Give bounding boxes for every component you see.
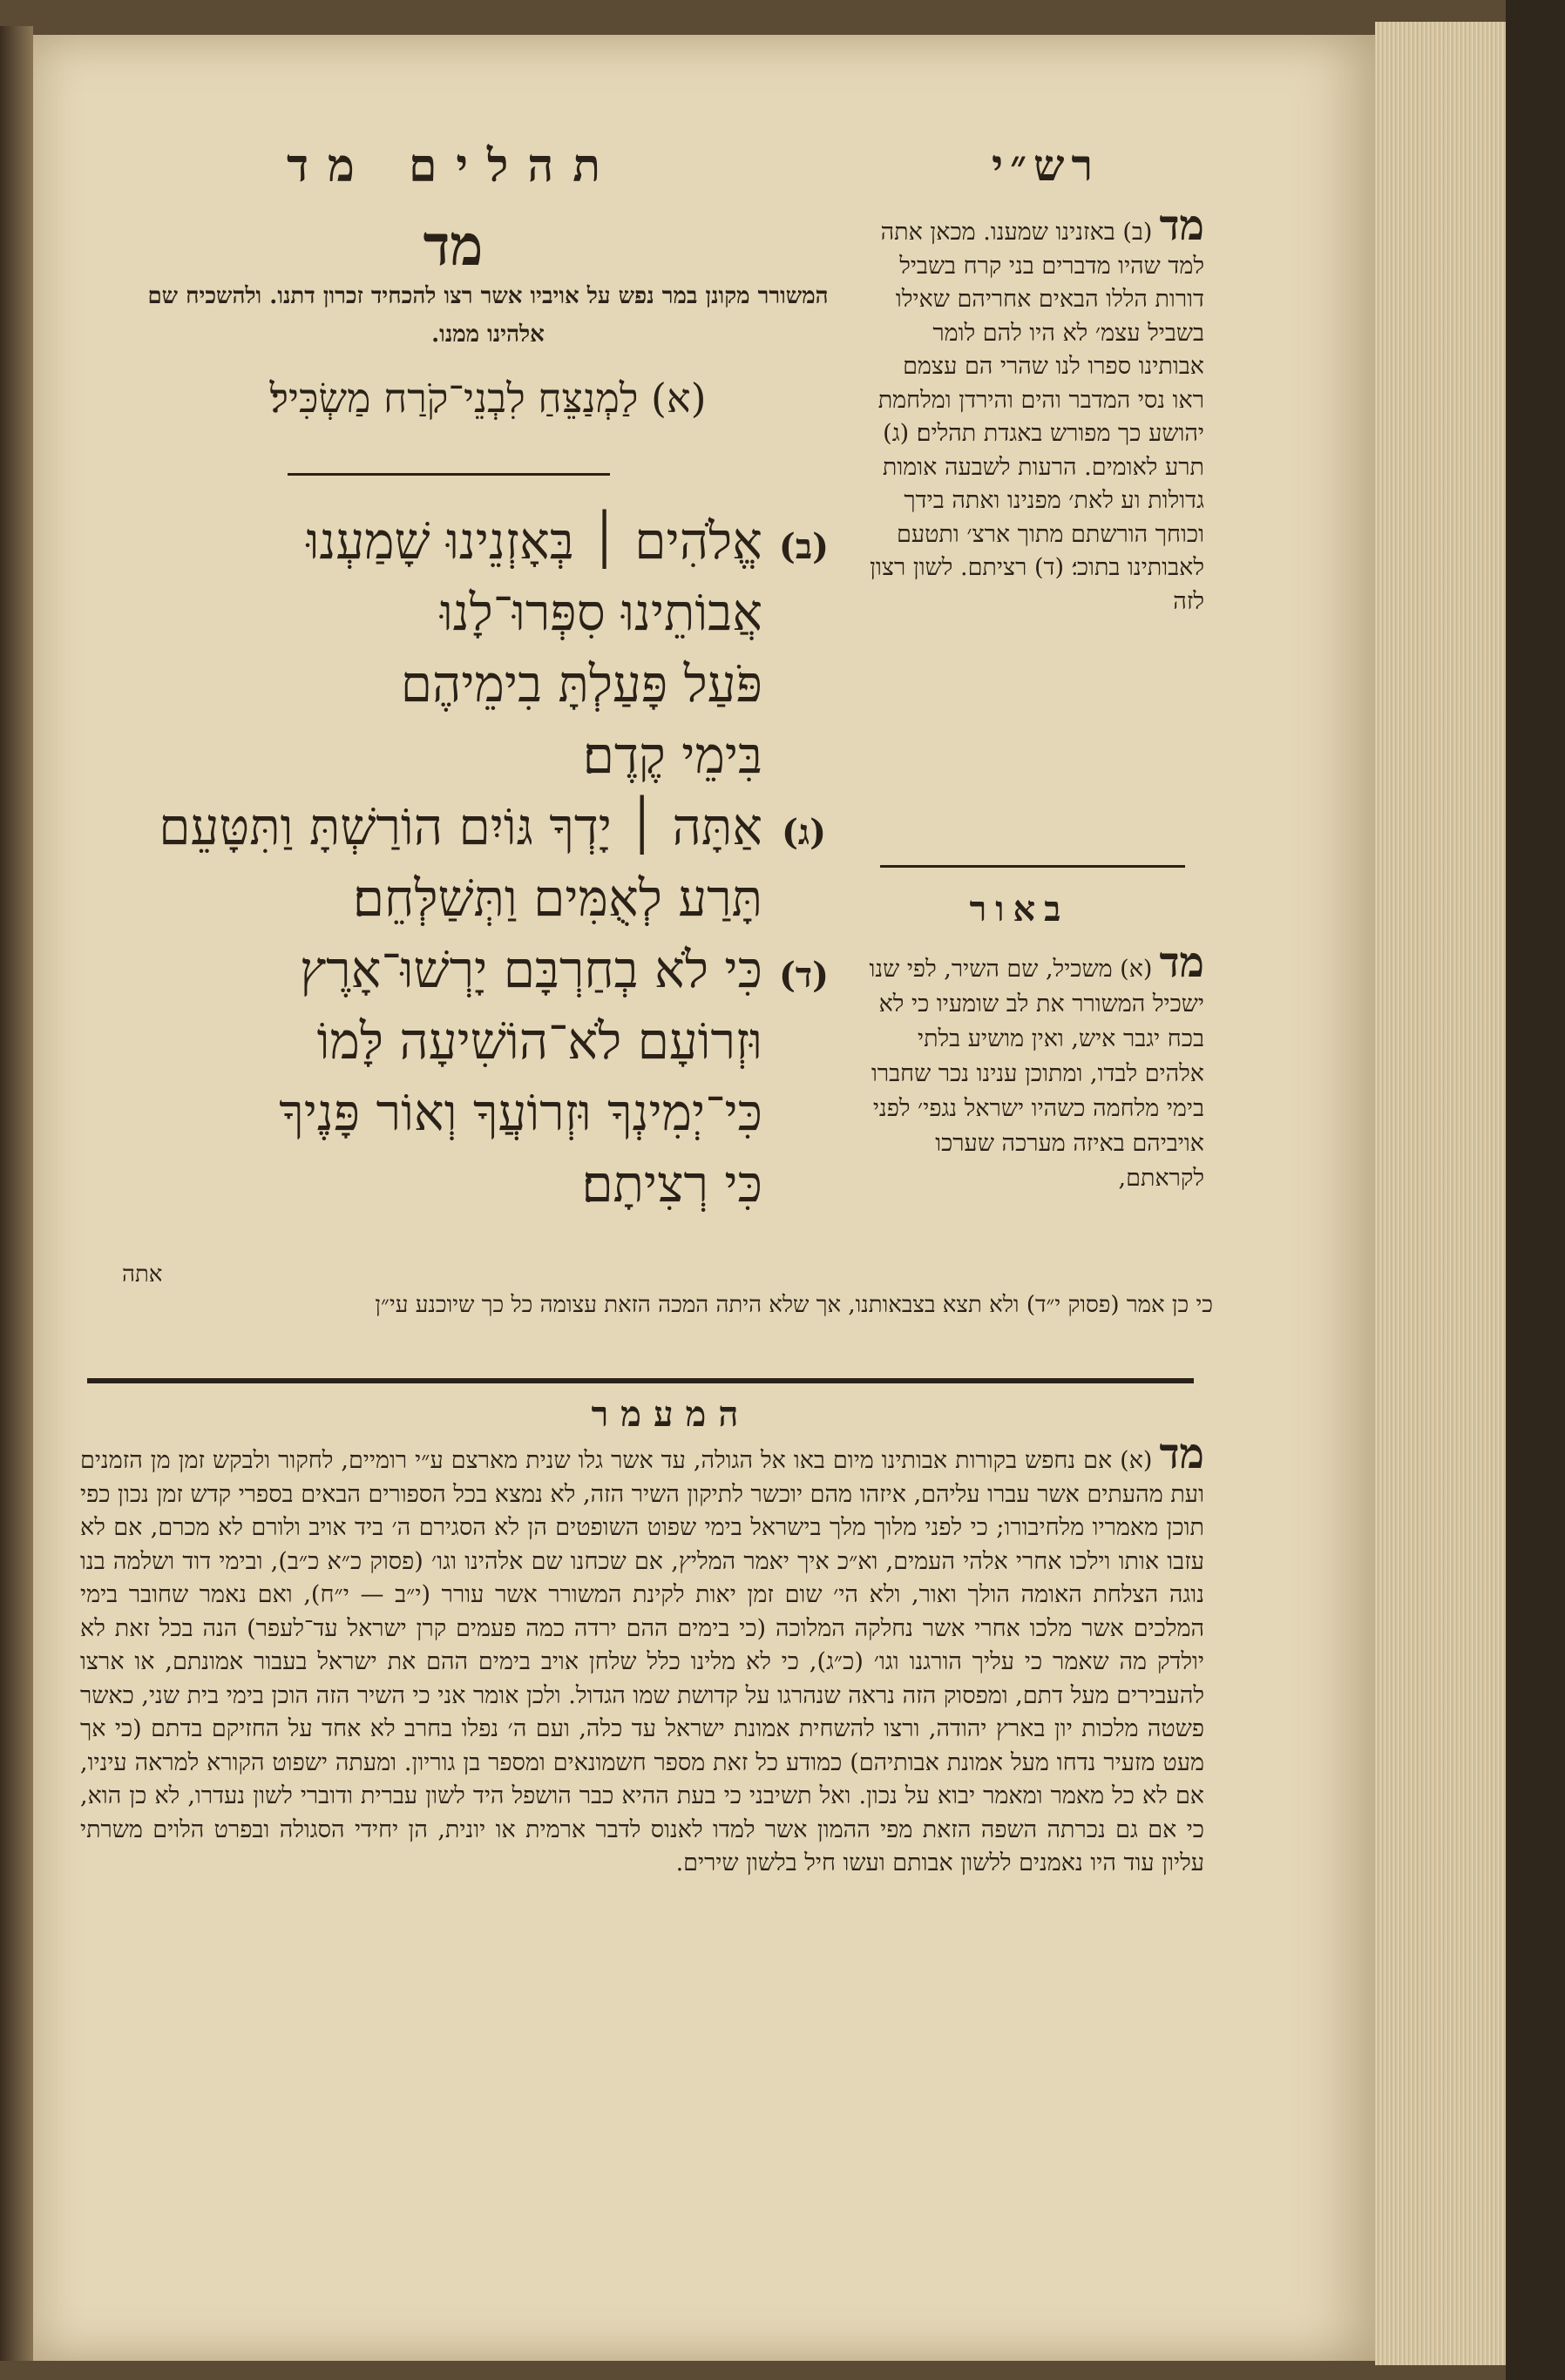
hamaamar-text: (א) אם נחפש בקורות אבותינו מיום באו אל הגולה, עד אשר גלו שנית מארצם ע״י רומיים, לחקור ולבקש זמן מן הזמנים ועת מהעתים אשר עברו עליהם, איזהו מהם יוכשר לתיקון השיר הזה, לא נמצא בכל הספורים הבאים בספרי קדש זמן נכון כפי תוכן מאמריו מלחיבורו; כי לפני מלוך מלך בישראל בימי שפוט השופטים הן לא הסגירם ה׳ ביד אויב ולורם לא מכרם, אם לא עזבו אותו וילכו אחרי אלהי העמים, וא״כ איך יאמר המליץ, אם שכחנו שם אלהינו וגו׳ (פסוק כ״א כ״ב), ובימי דוד ושלמה בנו נוגה הצלחת האומה הולך ואור, ולא הי׳ שום זמן יאות לקינת המשורר אשר עורר (י״ב — י״ח), ואם נאמר שחובר בימי המלכים אשר מלכו אחרי אשר נחלקה המלוכה (כי בימים ההם ירדה כמה פעמים קרן ישראל עד־לעפר) הנה בכל זאת לא יולדק מה שאמר כי עליך הורגנו וגו׳ (כ״ג), כי לא מלינו כלל שלחן אויב בימים ההם את ישראל בעבור אמונתם, או ארצו להעבירים מעל דתם, ומפסוק הזה נראה שנהרגו על קדושת שמו הגדול. ולכן אומר אני כי השיר הזה הוכן בימי בית שני, כאשר פשטה מלכות יון בארץ יהודה, ורצו להשחית אמונת ישראל עד כלה, ועם ה׳ נפלו בחרב לא אחד על החזיקם בדתם (כי אך מעט מזעיר נדחו מעל אמונת אבותיהם) כמודע כל זאת מספר חשמונאים ומספר בן גוריון. ומעתה ישפוט הקורא למראה עיניו, אם לא כל מאמר ומאמר יבוא על נכון. ואל תשיבני כי בעת ההיא כבר הושפל היד לשון עברית ודוברי לשון נעדרו, לא כן הוא, כי אם גם נכרתה השפה הזאת מפי ההמון אשר למדו לאנוס לדבר ארמית או יונית, הן יחידי הסגולה ובפרט הלוים משרתי עליון עוד היו נאמנים ללשון אבותם ועשו חיל בלשון שירים. bbox=[80, 1447, 1204, 1876]
verse-line bbox=[122, 1148, 845, 1220]
verse-line bbox=[122, 791, 845, 862]
verse-text: פֹּעַל פָּעַלְתָּ בִימֵיהֶם bbox=[400, 654, 762, 713]
divider-rule bbox=[288, 473, 610, 476]
biur-title: באור bbox=[969, 889, 1070, 930]
biur-chapter-lead: מד bbox=[1159, 938, 1204, 987]
page-stack-edge bbox=[1375, 22, 1506, 2365]
section-divider bbox=[87, 1378, 1194, 1383]
verse-line bbox=[122, 862, 845, 934]
hamaamar-chapter-lead: מד bbox=[1159, 1430, 1204, 1478]
verse-text: וּזְרוֹעָם לֹא־הוֹשִׁיעָה לָּמוֹ bbox=[316, 1011, 762, 1071]
biur-text: (א) משכיל, שם השיר, לפי שנו ישכיל המשורר את לב שומעיו כי לא בכח יגבר איש, ואין מושיע בלתי אלהים לבדו, ומתוכן ענינו נכר שחברו בימי מלחמה כשהיו ישראל נגפי׳ לפני אויביהם באיזה מערכה שערכו לקראתם, bbox=[869, 956, 1204, 1192]
running-header-psalm: תהלים מד bbox=[287, 139, 620, 193]
psalm-verses bbox=[122, 505, 845, 1220]
verse-text: אֲבוֹתֵינוּ סִפְּרוּ־לָנוּ bbox=[439, 583, 762, 642]
verse-number: (ג) bbox=[781, 812, 827, 853]
verse-number: (ב) bbox=[778, 526, 830, 567]
verse-text: כִּי־יְמִינְךָ וּזְרוֹעֲךָ וְאוֹר פָּנֶיךָ bbox=[279, 1083, 762, 1142]
verse-line bbox=[122, 648, 845, 720]
psalm-number: מד bbox=[423, 213, 484, 279]
background-right bbox=[1506, 0, 1565, 2380]
verse-text: בִּימֵי קֶדֶם׃ bbox=[582, 726, 762, 785]
hamaamar-title: המעמר bbox=[591, 1394, 751, 1435]
verse-line bbox=[122, 505, 845, 577]
verse-line bbox=[122, 1077, 845, 1148]
verse-line bbox=[122, 934, 845, 1005]
left-page-edge bbox=[0, 26, 33, 2361]
verse-1: (א) לַמְנַצֵּחַ לִבְנֵי־קֹרַח מַשְׂכִּיל׃ bbox=[269, 375, 707, 422]
verse-number: (ד) bbox=[778, 955, 830, 996]
biur-continuation: כי כן אמר (פסוק י״ד) ולא תצא בצבאותנו, אך שלא היתה המכה הזאת עצומה כל כך שיוכנע עי״ן bbox=[375, 1292, 1213, 1318]
catchword: אתה bbox=[122, 1261, 163, 1288]
verse-text: אֱלֹהִים ׀ בְּאָזְנֵינוּ שָׁמַעְנוּ bbox=[306, 511, 762, 571]
commentary-divider bbox=[880, 865, 1185, 868]
hamaamar-essay bbox=[80, 1430, 1204, 1881]
rashi-chapter-lead: מד bbox=[1159, 201, 1204, 250]
rashi-text: (ב) באזנינו שמענו. מכאן אתה למד שהיו מדברים בני קרח בשביל דורות הללו הבאים אחריהם שאילו בשביל עצמ׳ לא היו להם לומר אבותינו ספרו לנו שהרי הם עצמם ראו נסי המדבר והים והירדן ומלחמת יהושע כך מפורש באגדת תהלים׃ (ג) תרע לאומים. הרעות לשבעה אומות גדולות וע לאת׳ מפנינו ואתה בידך וכוחך הורשתם מתוך ארצ׳ ותטעם לאבותינו בתוכ׳׃ (ד) רציתם. לשון רצון לזה bbox=[870, 219, 1204, 615]
verse-text: אַתָּה ׀ יָדְךָ גּוֹיִם הוֹרַשְׁתָּ וַתִּטָּעֵם bbox=[159, 797, 762, 856]
psalm-summary: המשורר מקונן במר נפש על אויביו אשר רצו להכחיד זכרון דתנו. ולהשכיח שם אלהינו ממנו. bbox=[147, 283, 829, 348]
running-header-rashi: רש״י bbox=[991, 139, 1101, 191]
verse-text: תָּרַע לְאֻמִּים וַתְּשַׁלְּחֵם׃ bbox=[352, 869, 762, 928]
verse-line bbox=[122, 720, 845, 791]
biur-commentary bbox=[864, 938, 1204, 1196]
verse-line bbox=[122, 1005, 845, 1077]
verse-text: כִּי לֹא בְחַרְבָּם יָרְשׁוּ־אָרֶץ bbox=[299, 940, 762, 999]
rashi-commentary bbox=[864, 201, 1204, 619]
verse-text: כִּי רְצִיתָם׃ bbox=[581, 1154, 762, 1214]
verse-line bbox=[122, 577, 845, 648]
